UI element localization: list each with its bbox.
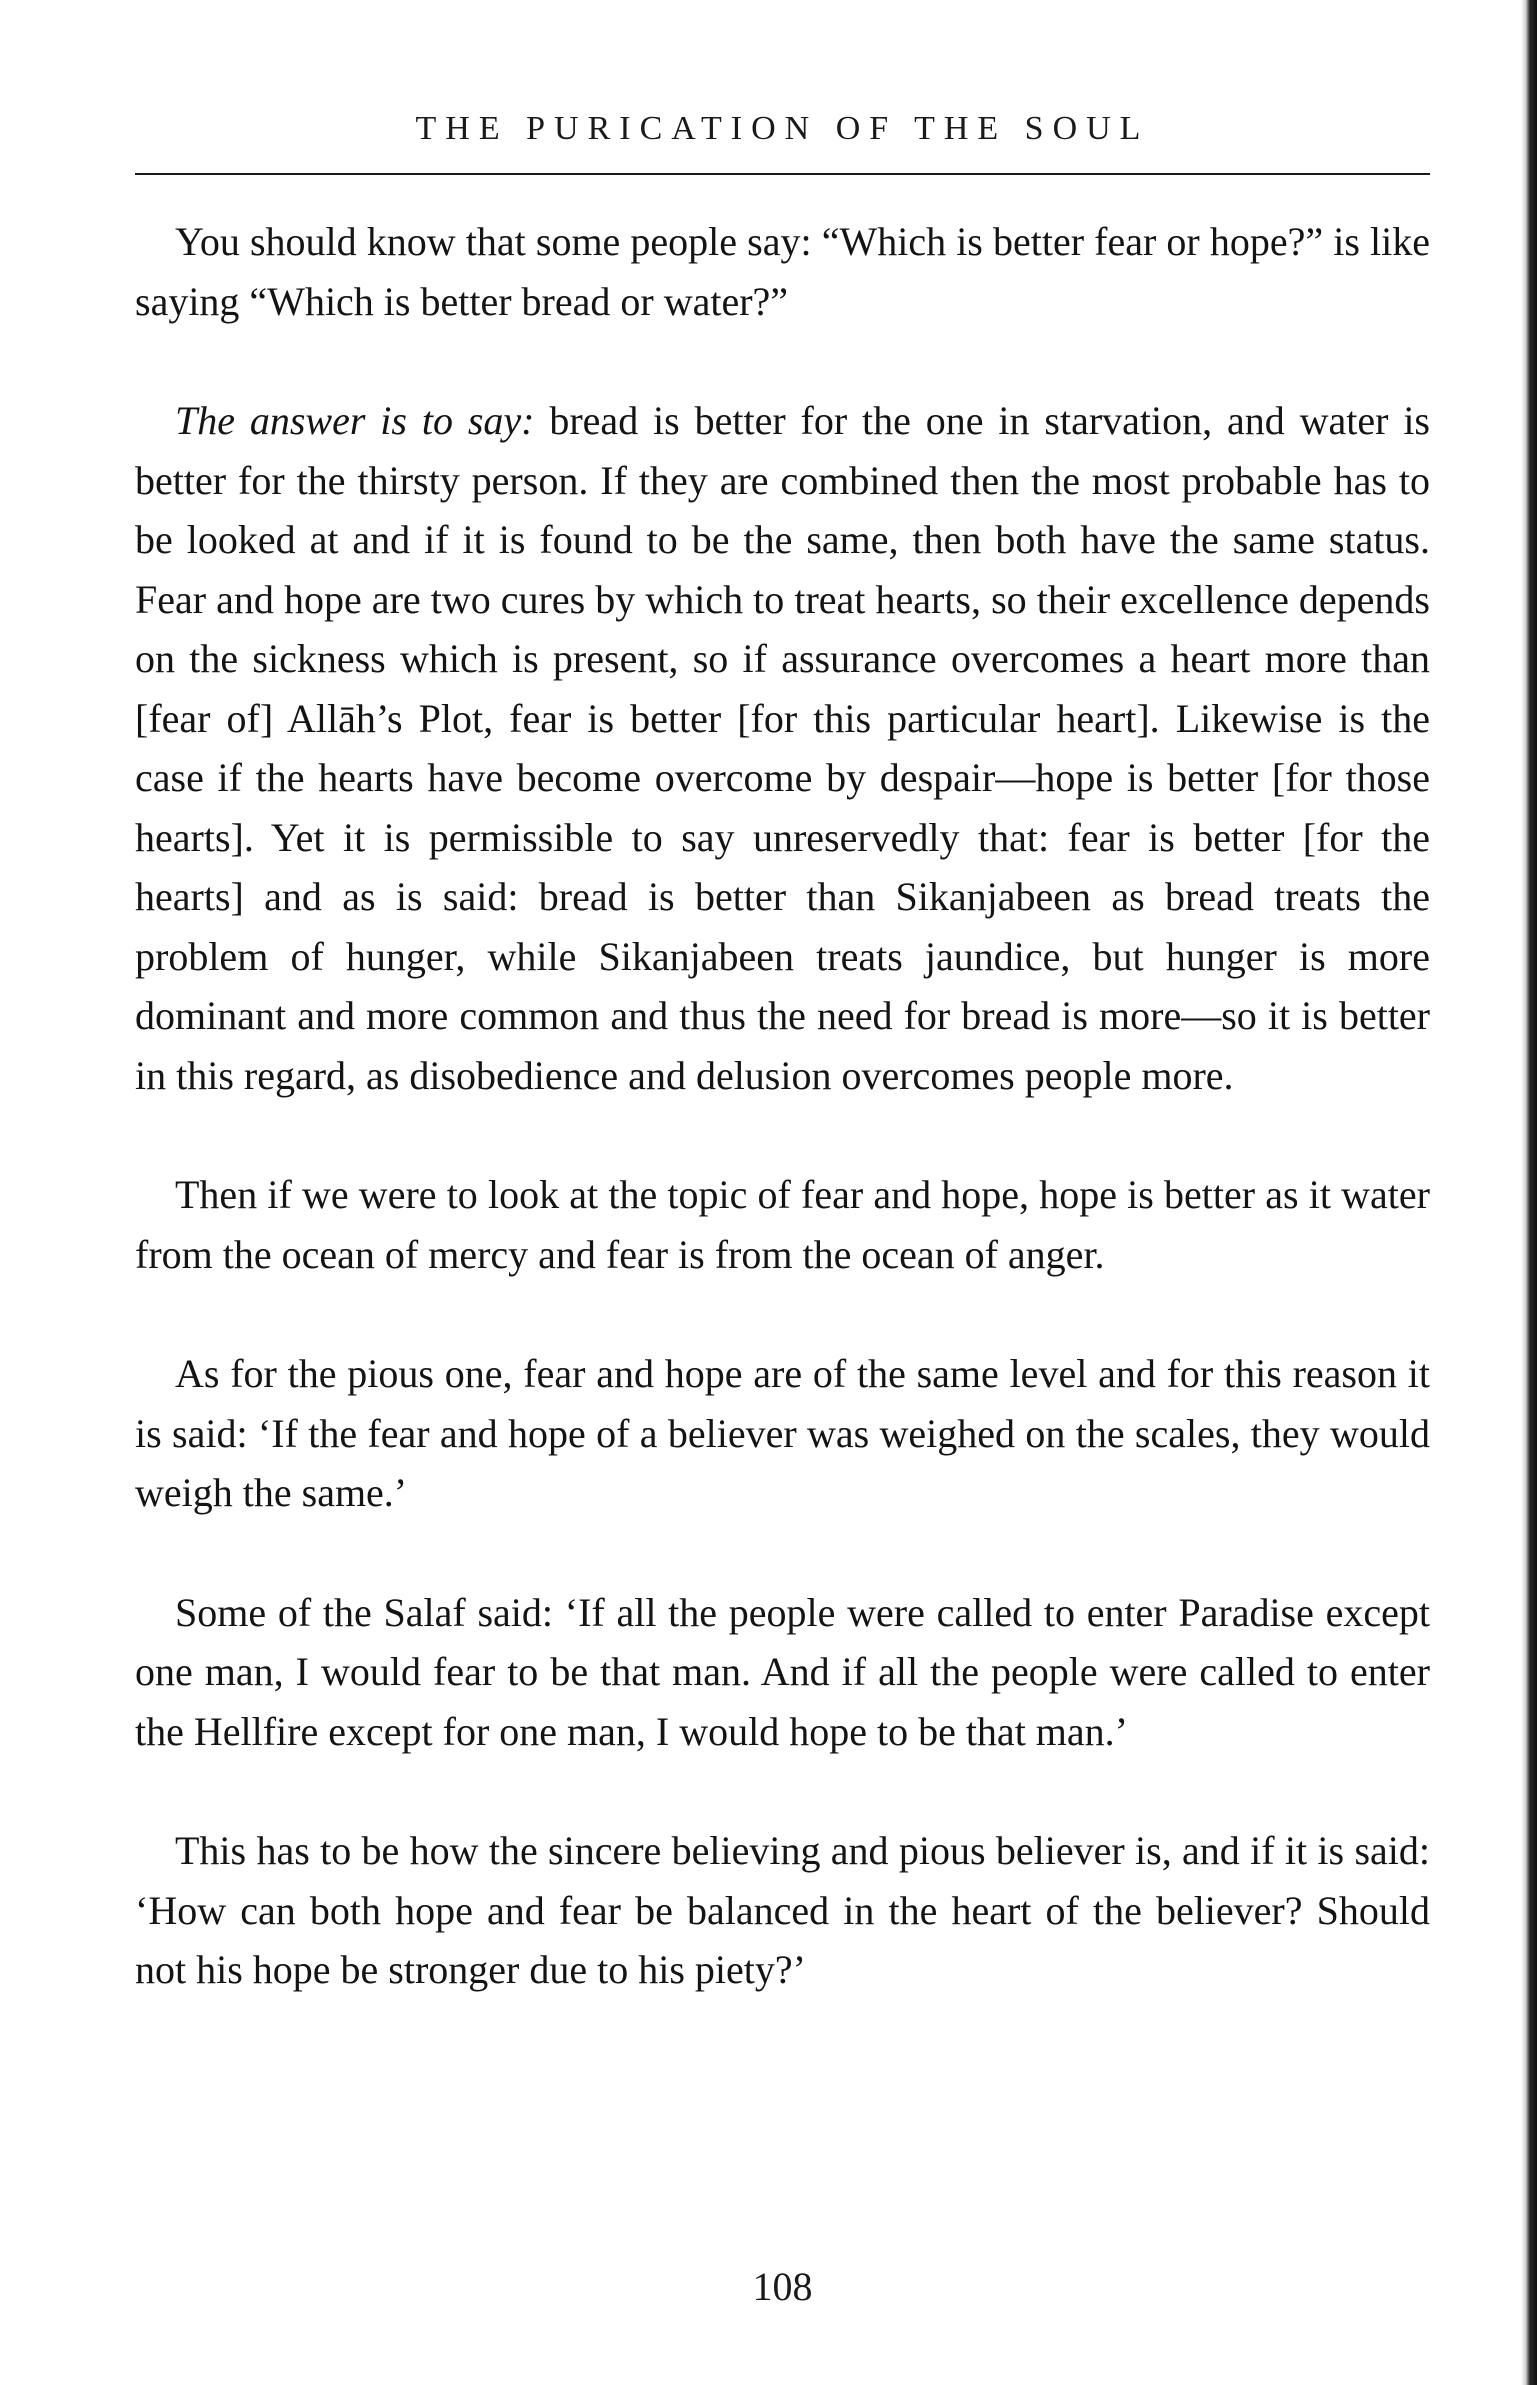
paragraph-4 [135, 1344, 1430, 1523]
paragraph-text: Some of the Salaf said: ‘If all the people were called to enter Paradise except one man, I would fear to be that man. And if all the people were called to enter the Hellfire except for one man, I would hope to be that man.’ [135, 1589, 1430, 1754]
page-number: 108 [752, 2264, 813, 2309]
paragraph-3 [135, 1165, 1430, 1284]
paragraph-2 [135, 391, 1430, 1105]
paragraph-1 [135, 212, 1430, 331]
paragraph-text: As for the pious one, fear and hope are of the same level and for this reason it is said: ‘If the fear and hope of a believer was weighed on the scales, they would weigh the same.’ [135, 1351, 1430, 1515]
paragraph-text: You should know that some people say: “Which is better fear or hope?” is like saying “Which is better bread or water?” [135, 219, 1430, 324]
paragraph-text: Then if we were to look at the topic of fear and hope, hope is better as it water from the ocean of mercy and fear is from the ocean of anger. [135, 1172, 1430, 1277]
paragraph-text: bread is better for the one in starvation, and water is better for the thirsty person. If they are combined then the most probable has to be looked at and if it is found to be the same, then both have the same status. Fear and hope are two cures by which to treat hearts, so their excellence depends on the sickness which is present, so if assurance overcomes a heart more than [fear of] Allāh’s Plot, fear is better [for this particular heart]. Likewise is the case if the hearts have become overcome by despair—hope is better [for those hearts]. Yet it is permissible to say unreservedly that: fear is better [for the hearts] and as is said: bread is better than Sikanjabeen as bread treats the problem of hunger, while Sikanjabeen treats jaundice, but hunger is more dominant and more common and thus the need for bread is more—so it is better in this regard, as disobedience and delusion overcomes people more. [135, 398, 1431, 1098]
paragraph-5 [135, 1583, 1430, 1762]
body-text [135, 212, 1430, 2000]
paragraph-lead-in: The answer is to say: [175, 398, 535, 443]
page-binding-edge [1521, 0, 1537, 2385]
paragraph-text: This has to be how the sincere believing and pious believer is, and if it is said: ‘How can both hope and fear be balanced in the heart of the believer? Should not his hope be stronger due to his piety?’ [135, 1828, 1430, 1992]
paragraph-6 [135, 1821, 1430, 2000]
header-rule [135, 173, 1430, 175]
running-head: THE PURICATION OF THE SOUL [415, 110, 1150, 147]
